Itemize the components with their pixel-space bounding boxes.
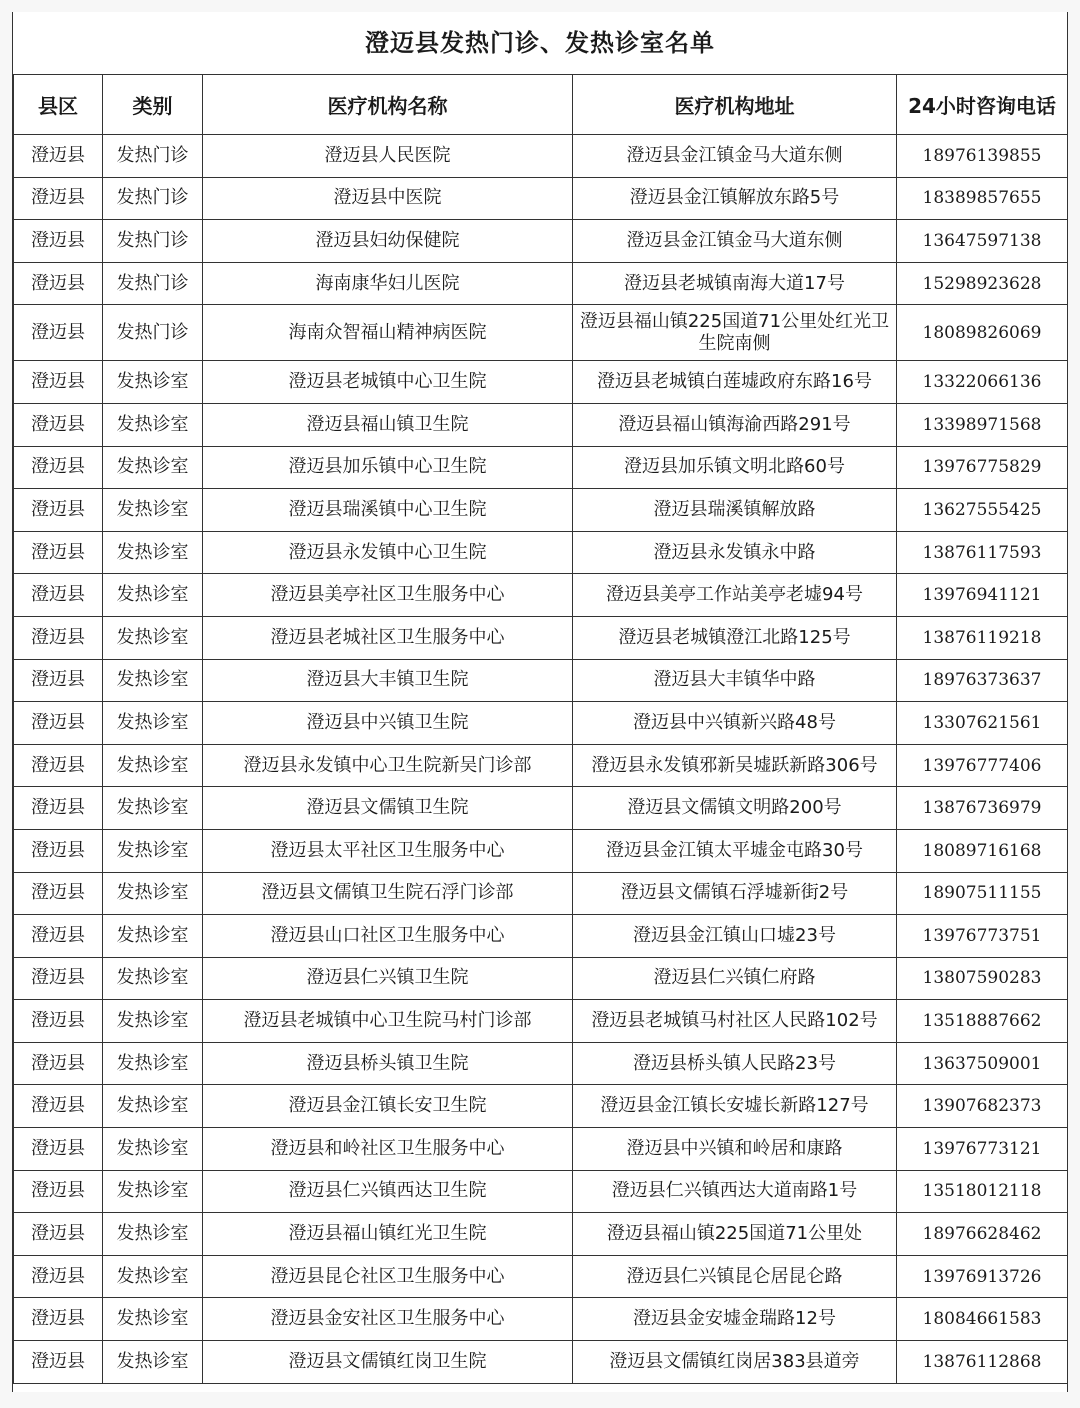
institution-name-cell: 澄迈县妇幼保健院 — [203, 220, 573, 263]
institution-name-cell: 澄迈县老城社区卫生服务中心 — [203, 616, 573, 659]
address-cell: 澄迈县文儒镇红岗居383县道旁 — [573, 1341, 897, 1384]
table-row — [14, 915, 1068, 958]
table-row — [14, 531, 1068, 574]
category-cell: 发热门诊 — [103, 305, 203, 361]
category-cell: 发热诊室 — [103, 915, 203, 958]
address-cell: 澄迈县老城镇马村社区人民路102号 — [573, 1000, 897, 1043]
address-cell: 澄迈县瑞溪镇解放路 — [573, 489, 897, 532]
county-cell: 澄迈县 — [14, 489, 103, 532]
phone-cell: 13976913726 — [897, 1255, 1068, 1298]
category-cell: 发热诊室 — [103, 574, 203, 617]
category-cell: 发热诊室 — [103, 1341, 203, 1384]
address-cell: 澄迈县仁兴镇昆仑居昆仑路 — [573, 1255, 897, 1298]
address-cell: 澄迈县金江镇金马大道东侧 — [573, 135, 897, 178]
address-cell: 澄迈县加乐镇文明北路60号 — [573, 446, 897, 489]
county-cell: 澄迈县 — [14, 1341, 103, 1384]
header-institution-name: 医疗机构名称 — [203, 75, 573, 135]
header-institution-address: 医疗机构地址 — [573, 75, 897, 135]
institution-name-cell: 澄迈县福山镇红光卫生院 — [203, 1213, 573, 1256]
phone-cell: 13876736979 — [897, 787, 1068, 830]
phone-cell: 13976773121 — [897, 1128, 1068, 1171]
table-row — [14, 489, 1068, 532]
table-row — [14, 305, 1068, 361]
table-row — [14, 957, 1068, 1000]
table-header-row — [14, 75, 1068, 135]
clinic-table — [13, 74, 1068, 1384]
county-cell: 澄迈县 — [14, 872, 103, 915]
table-row — [14, 1085, 1068, 1128]
address-cell: 澄迈县金安墟金瑞路12号 — [573, 1298, 897, 1341]
address-cell: 澄迈县福山镇海渝西路291号 — [573, 403, 897, 446]
address-cell: 澄迈县仁兴镇西达大道南路1号 — [573, 1170, 897, 1213]
phone-cell: 13627555425 — [897, 489, 1068, 532]
category-cell: 发热门诊 — [103, 135, 203, 178]
category-cell: 发热诊室 — [103, 1128, 203, 1171]
category-cell: 发热门诊 — [103, 177, 203, 220]
category-cell: 发热诊室 — [103, 744, 203, 787]
institution-name-cell: 澄迈县老城镇中心卫生院马村门诊部 — [203, 1000, 573, 1043]
phone-cell: 18089826069 — [897, 305, 1068, 361]
table-row — [14, 262, 1068, 305]
phone-cell: 13976941121 — [897, 574, 1068, 617]
institution-name-cell: 澄迈县加乐镇中心卫生院 — [203, 446, 573, 489]
table-row — [14, 829, 1068, 872]
page-title: 澄迈县发热门诊、发热诊室名单 — [365, 29, 715, 57]
county-cell: 澄迈县 — [14, 574, 103, 617]
county-cell: 澄迈县 — [14, 915, 103, 958]
county-cell: 澄迈县 — [14, 446, 103, 489]
category-cell: 发热诊室 — [103, 1255, 203, 1298]
phone-cell: 13322066136 — [897, 361, 1068, 404]
institution-name-cell: 澄迈县永发镇中心卫生院新吴门诊部 — [203, 744, 573, 787]
phone-cell: 13647597138 — [897, 220, 1068, 263]
county-cell: 澄迈县 — [14, 1085, 103, 1128]
table-row — [14, 1042, 1068, 1085]
county-cell: 澄迈县 — [14, 1128, 103, 1171]
institution-name-cell: 澄迈县中医院 — [203, 177, 573, 220]
table-row — [14, 574, 1068, 617]
phone-cell: 13307621561 — [897, 702, 1068, 745]
category-cell: 发热诊室 — [103, 446, 203, 489]
category-cell: 发热诊室 — [103, 1298, 203, 1341]
address-cell: 澄迈县文儒镇石浮墟新街2号 — [573, 872, 897, 915]
category-cell: 发热诊室 — [103, 361, 203, 404]
header-category: 类别 — [103, 75, 203, 135]
institution-name-cell: 澄迈县中兴镇卫生院 — [203, 702, 573, 745]
county-cell: 澄迈县 — [14, 659, 103, 702]
category-cell: 发热诊室 — [103, 957, 203, 1000]
category-cell: 发热诊室 — [103, 1042, 203, 1085]
table-row — [14, 1000, 1068, 1043]
table-row — [14, 616, 1068, 659]
category-cell: 发热门诊 — [103, 220, 203, 263]
address-cell: 澄迈县金江镇解放东路5号 — [573, 177, 897, 220]
county-cell: 澄迈县 — [14, 403, 103, 446]
institution-name-cell: 澄迈县人民医院 — [203, 135, 573, 178]
address-cell: 澄迈县桥头镇人民路23号 — [573, 1042, 897, 1085]
table-row — [14, 361, 1068, 404]
table-row — [14, 220, 1068, 263]
address-cell: 澄迈县文儒镇文明路200号 — [573, 787, 897, 830]
table-row — [14, 446, 1068, 489]
header-county: 县区 — [14, 75, 103, 135]
address-cell: 澄迈县金江镇山口墟23号 — [573, 915, 897, 958]
county-cell: 澄迈县 — [14, 1298, 103, 1341]
phone-cell: 18976139855 — [897, 135, 1068, 178]
institution-name-cell: 澄迈县仁兴镇西达卫生院 — [203, 1170, 573, 1213]
category-cell: 发热诊室 — [103, 1213, 203, 1256]
table-body — [14, 135, 1068, 1384]
table-row — [14, 1170, 1068, 1213]
institution-name-cell: 澄迈县昆仑社区卫生服务中心 — [203, 1255, 573, 1298]
table-row — [14, 872, 1068, 915]
phone-cell: 18976628462 — [897, 1213, 1068, 1256]
county-cell: 澄迈县 — [14, 135, 103, 178]
phone-cell: 13976773751 — [897, 915, 1068, 958]
address-cell: 澄迈县金江镇太平墟金屯路30号 — [573, 829, 897, 872]
header-hotline: 24小时咨询电话 — [897, 75, 1068, 135]
institution-name-cell: 澄迈县大丰镇卫生院 — [203, 659, 573, 702]
phone-cell: 13976775829 — [897, 446, 1068, 489]
institution-name-cell: 澄迈县金江镇长安卫生院 — [203, 1085, 573, 1128]
address-cell: 澄迈县金江镇金马大道东侧 — [573, 220, 897, 263]
institution-name-cell: 澄迈县老城镇中心卫生院 — [203, 361, 573, 404]
category-cell: 发热门诊 — [103, 262, 203, 305]
table-row — [14, 1298, 1068, 1341]
county-cell: 澄迈县 — [14, 1213, 103, 1256]
institution-name-cell: 澄迈县山口社区卫生服务中心 — [203, 915, 573, 958]
institution-name-cell: 澄迈县福山镇卫生院 — [203, 403, 573, 446]
clinic-list-sheet — [12, 12, 1068, 1392]
institution-name-cell: 澄迈县永发镇中心卫生院 — [203, 531, 573, 574]
phone-cell: 18084661583 — [897, 1298, 1068, 1341]
phone-cell: 13876119218 — [897, 616, 1068, 659]
category-cell: 发热诊室 — [103, 403, 203, 446]
category-cell: 发热诊室 — [103, 872, 203, 915]
county-cell: 澄迈县 — [14, 957, 103, 1000]
county-cell: 澄迈县 — [14, 1000, 103, 1043]
county-cell: 澄迈县 — [14, 177, 103, 220]
category-cell: 发热诊室 — [103, 1000, 203, 1043]
institution-name-cell: 澄迈县金安社区卫生服务中心 — [203, 1298, 573, 1341]
institution-name-cell: 澄迈县美亭社区卫生服务中心 — [203, 574, 573, 617]
table-row — [14, 1255, 1068, 1298]
phone-cell: 13398971568 — [897, 403, 1068, 446]
table-row — [14, 702, 1068, 745]
county-cell: 澄迈县 — [14, 1042, 103, 1085]
address-cell: 澄迈县大丰镇华中路 — [573, 659, 897, 702]
phone-cell: 13637509001 — [897, 1042, 1068, 1085]
phone-cell: 13807590283 — [897, 957, 1068, 1000]
county-cell: 澄迈县 — [14, 787, 103, 830]
institution-name-cell: 海南众智福山精神病医院 — [203, 305, 573, 361]
category-cell: 发热诊室 — [103, 1085, 203, 1128]
county-cell: 澄迈县 — [14, 1170, 103, 1213]
county-cell: 澄迈县 — [14, 220, 103, 263]
address-cell: 澄迈县中兴镇和岭居和康路 — [573, 1128, 897, 1171]
county-cell: 澄迈县 — [14, 744, 103, 787]
address-cell: 澄迈县仁兴镇仁府路 — [573, 957, 897, 1000]
phone-cell: 13518887662 — [897, 1000, 1068, 1043]
county-cell: 澄迈县 — [14, 702, 103, 745]
table-row — [14, 787, 1068, 830]
category-cell: 发热诊室 — [103, 489, 203, 532]
address-cell: 澄迈县老城镇澄江北路125号 — [573, 616, 897, 659]
institution-name-cell: 澄迈县文儒镇红岗卫生院 — [203, 1341, 573, 1384]
phone-cell: 13976777406 — [897, 744, 1068, 787]
county-cell: 澄迈县 — [14, 616, 103, 659]
county-cell: 澄迈县 — [14, 361, 103, 404]
phone-cell: 13518012118 — [897, 1170, 1068, 1213]
institution-name-cell: 海南康华妇儿医院 — [203, 262, 573, 305]
phone-cell: 13907682373 — [897, 1085, 1068, 1128]
category-cell: 发热诊室 — [103, 702, 203, 745]
county-cell: 澄迈县 — [14, 1255, 103, 1298]
category-cell: 发热诊室 — [103, 531, 203, 574]
table-row — [14, 1128, 1068, 1171]
category-cell: 发热诊室 — [103, 787, 203, 830]
phone-cell: 18089716168 — [897, 829, 1068, 872]
address-cell: 澄迈县老城镇南海大道17号 — [573, 262, 897, 305]
phone-cell: 18907511155 — [897, 872, 1068, 915]
phone-cell: 18389857655 — [897, 177, 1068, 220]
table-row — [14, 1341, 1068, 1384]
institution-name-cell: 澄迈县文儒镇卫生院石浮门诊部 — [203, 872, 573, 915]
category-cell: 发热诊室 — [103, 659, 203, 702]
address-cell: 澄迈县永发镇永中路 — [573, 531, 897, 574]
institution-name-cell: 澄迈县仁兴镇卫生院 — [203, 957, 573, 1000]
county-cell: 澄迈县 — [14, 531, 103, 574]
address-cell: 澄迈县永发镇邪新吴墟跃新路306号 — [573, 744, 897, 787]
address-cell: 澄迈县老城镇白莲墟政府东路16号 — [573, 361, 897, 404]
table-row — [14, 403, 1068, 446]
category-cell: 发热诊室 — [103, 1170, 203, 1213]
category-cell: 发热诊室 — [103, 616, 203, 659]
institution-name-cell: 澄迈县太平社区卫生服务中心 — [203, 829, 573, 872]
table-row — [14, 744, 1068, 787]
address-cell: 澄迈县中兴镇新兴路48号 — [573, 702, 897, 745]
table-row — [14, 659, 1068, 702]
phone-cell: 13876117593 — [897, 531, 1068, 574]
institution-name-cell: 澄迈县文儒镇卫生院 — [203, 787, 573, 830]
phone-cell: 13876112868 — [897, 1341, 1068, 1384]
table-row — [14, 177, 1068, 220]
county-cell: 澄迈县 — [14, 305, 103, 361]
institution-name-cell: 澄迈县瑞溪镇中心卫生院 — [203, 489, 573, 532]
institution-name-cell: 澄迈县和岭社区卫生服务中心 — [203, 1128, 573, 1171]
county-cell: 澄迈县 — [14, 829, 103, 872]
institution-name-cell: 澄迈县桥头镇卫生院 — [203, 1042, 573, 1085]
category-cell: 发热诊室 — [103, 829, 203, 872]
address-cell: 澄迈县美亭工作站美亭老墟94号 — [573, 574, 897, 617]
table-row — [14, 1213, 1068, 1256]
county-cell: 澄迈县 — [14, 262, 103, 305]
table-row — [14, 135, 1068, 178]
phone-cell: 15298923628 — [897, 262, 1068, 305]
address-cell: 澄迈县福山镇225国道71公里处 — [573, 1213, 897, 1256]
phone-cell: 18976373637 — [897, 659, 1068, 702]
address-cell: 澄迈县金江镇长安墟长新路127号 — [573, 1085, 897, 1128]
address-cell: 澄迈县福山镇225国道71公里处红光卫生院南侧 — [573, 305, 897, 361]
